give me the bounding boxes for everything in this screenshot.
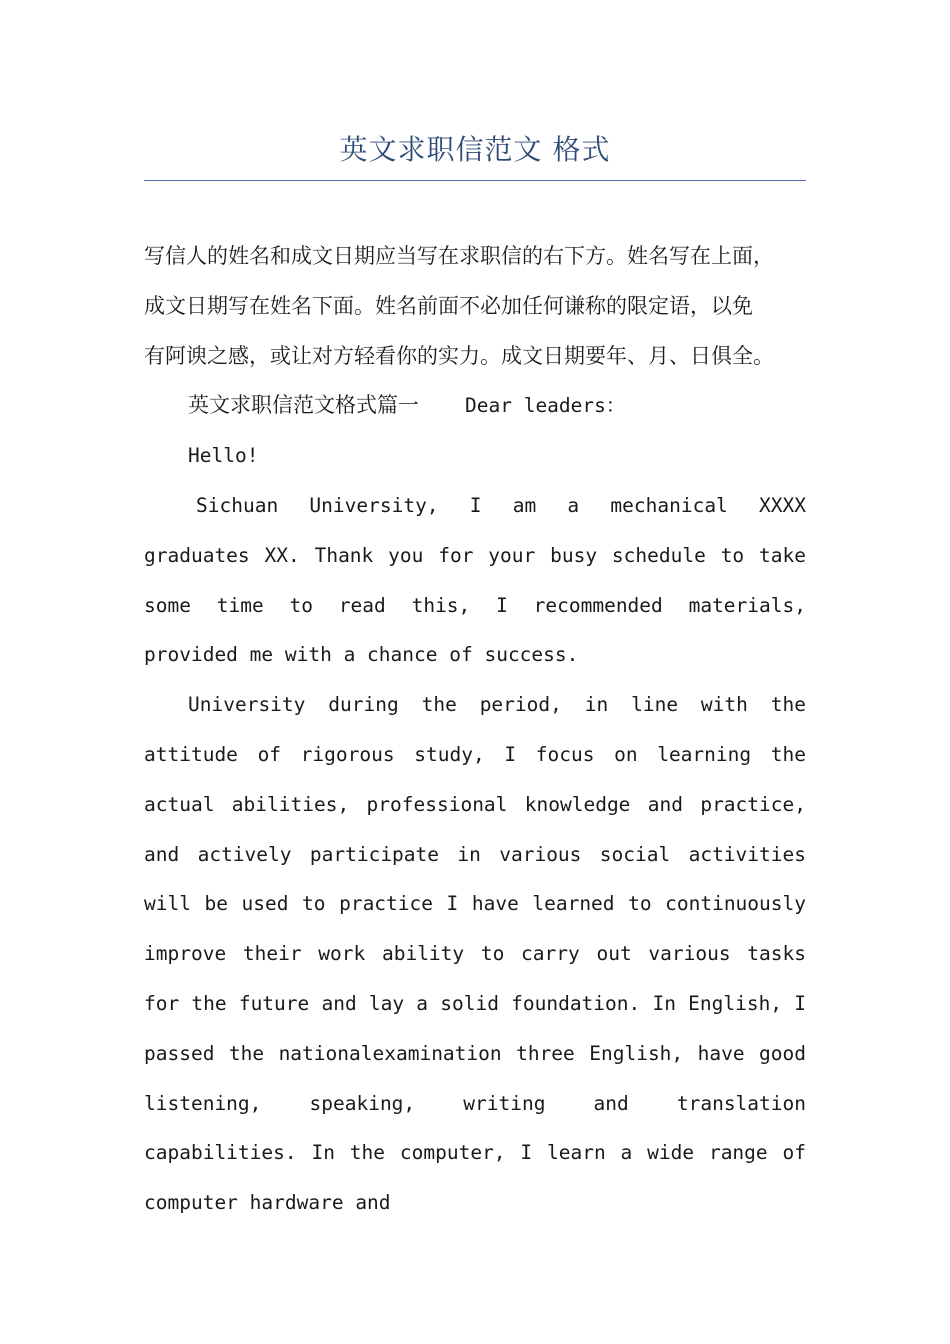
sample-heading-line (144, 381, 806, 431)
intro-paragraph (144, 232, 806, 381)
document-body (144, 232, 806, 1228)
document-title: 英文求职信范文 格式 (339, 133, 611, 166)
greeting: Hello! (188, 444, 259, 468)
intro-line: 写信人的姓名和成文日期应当写在求职信的右下方。姓名写在上面， (144, 244, 774, 268)
body-paragraph-1: Sichuan University, I am a mechanical XXXX graduates XX. Thank you for your busy schedule to take some time to read this, I recommended materials, provided me with a chance of success. (144, 493, 806, 667)
title-underline (144, 180, 806, 181)
intro-line: 有阿谀之感，或让对方轻看你的实力。成文日期要年、月、日俱全。 (144, 343, 774, 368)
salutation: Dear leaders： (465, 394, 626, 418)
sample-heading: 英文求职信范文格式篇一 (188, 393, 419, 418)
intro-line: 成文日期写在姓名下面。姓名前面不必加任何谦称的限定语，以免 (144, 293, 753, 318)
body-paragraph-2: University during the period, in line with the attitude of rigorous study, I focus on learning the actual abilities, professional knowledge and practice, and actively participate in various social activities will be used to practice I have learned to continuously improve their work ability to carry out various tasks for the future and lay a solid foundation. In English, I passed the nationalexamination three English, have good listening, speaking, writing and translation capabilities. In the computer, I learn a wide range of computer hardware and (144, 693, 806, 1215)
